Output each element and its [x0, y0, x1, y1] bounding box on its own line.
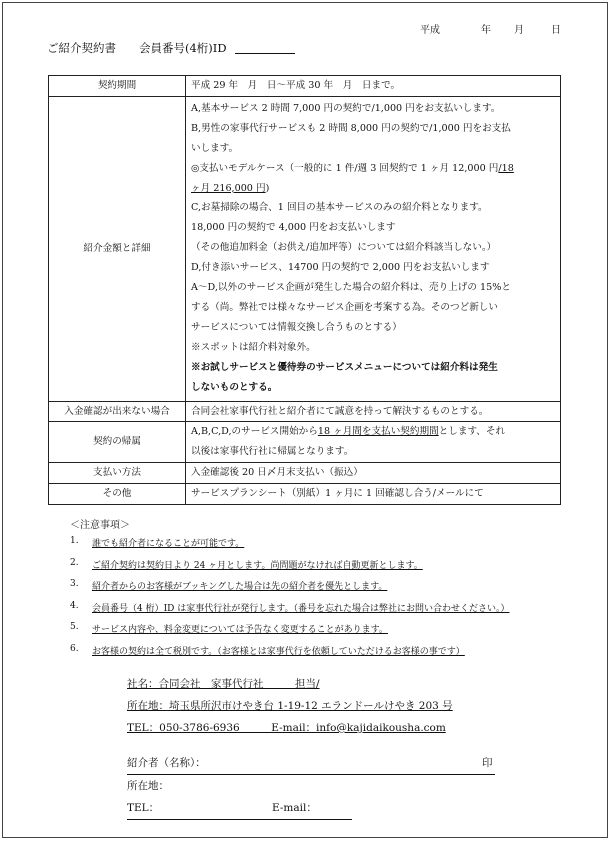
note-text: サービス内容や、料金変更については予告なく変更することがあります。	[92, 625, 388, 636]
note-text: 紹介者からのお客様がブッキングした場合は先の紹介者を優先とします。	[92, 582, 388, 593]
fee-line: B,男性の家事代行サービスも 2 時間 8,000 円の契約で/1,000 円をお支払	[191, 122, 511, 134]
fee-line: A,基本サービス 2 時間 7,000 円の契約で/1,000 円をお支払いします。	[191, 102, 501, 114]
note-number: 3.	[70, 579, 79, 590]
fee-line: しないものとする。	[191, 381, 278, 393]
fee-details	[186, 96, 561, 401]
table-row	[49, 484, 561, 505]
fee-line: D,付き添いサービス、14700 円の契約で 2,000 円をお支払いします	[191, 262, 490, 274]
fee-line-part: ◎支払いモデルケース（一般的に 1 件/週 3 回契約で 1 ヶ月 12,000 円	[191, 162, 499, 174]
contract-table	[48, 75, 561, 505]
payment-value: 入金確認後 20 日〆月末支払い（振込）	[186, 463, 561, 484]
date-year: 年	[481, 25, 491, 36]
unconfirmed-label: 入金確認が出来ない場合	[49, 401, 186, 422]
table-row	[49, 76, 561, 97]
table-row	[49, 422, 561, 463]
list-item	[70, 601, 510, 623]
fee-line-part: ヶ月 216,000 円	[191, 182, 266, 194]
fee-line	[191, 179, 555, 199]
list-item	[70, 644, 510, 666]
payment-label: 支払い方法	[49, 463, 186, 484]
notes-heading: ＜注意事項＞	[70, 520, 130, 531]
note-text: お客様の契約は全て税別です。（お客様とは家事代行を依頼していただけるお客様の事です）	[92, 646, 465, 657]
unconfirmed-value: 合同会社家事代行社と紹介者にて誠意を持って解決するものとする。	[186, 401, 561, 422]
fee-line-part: )	[265, 182, 270, 194]
note-text: ご紹介契約は契約日より 24 ヶ月とします。尚問題がなければ自動更新とします。	[92, 560, 423, 571]
doc-title: ご紹介契約書	[47, 41, 116, 55]
company-block	[127, 673, 453, 739]
introducer-name-label: 紹介者（名称）：	[127, 757, 206, 769]
member-id-field[interactable]	[235, 53, 295, 54]
ownership-part: A,B,C,D,のサービス開始から	[191, 426, 318, 438]
introducer-contact-field[interactable]	[127, 797, 497, 819]
notes-list	[70, 536, 510, 666]
note-number: 2.	[70, 557, 79, 568]
ownership-period: 18 ヶ月間を支払い契約期間	[317, 426, 439, 438]
introducer-address-field[interactable]	[127, 775, 497, 797]
table-row	[49, 463, 561, 484]
ownership-line	[191, 422, 555, 442]
fee-line: 18,000 円の契約で 4,000 円をお支払いします	[191, 222, 396, 234]
fee-line: A～D,以外のサービス企画が発生した場合の紹介料は、売り上げの 15%と	[191, 282, 511, 294]
company-name: 社名：合同会社 家事代行社 担当/	[127, 678, 320, 690]
fee-label: 紹介金額と詳細	[49, 96, 186, 401]
note-number: 5.	[70, 622, 79, 633]
fee-line: サービスについては情報交換し合うものとする）	[191, 321, 402, 333]
fee-line: ※スポットは紹介料対象外。	[191, 341, 316, 353]
date-era: 平成	[420, 25, 440, 36]
introducer-block	[127, 752, 497, 819]
note-text: 誰でも紹介者になることが可能です。	[92, 539, 245, 549]
fee-line: いします。	[191, 142, 239, 154]
seal-mark: 印	[482, 757, 493, 769]
introducer-email-field[interactable]	[272, 797, 352, 820]
period-value: 平成 29 年 月 日～平成 30 年 月 日まで。	[186, 76, 561, 97]
introducer-tel-label: TEL：	[127, 802, 160, 814]
note-number: 1.	[70, 536, 79, 546]
other-value: サービスプランシート（別紙）1 ヶ月に 1 回確認し合う/メールにて	[186, 484, 561, 505]
ownership-value	[186, 422, 561, 463]
doc-header	[47, 40, 295, 56]
fee-line: する（尚。弊社では様々なサービス企画を考案する為。そのつど新しい	[191, 301, 498, 313]
ownership-part: とします、それ	[438, 426, 506, 438]
other-label: その他	[49, 484, 186, 505]
company-contact: TEL：050-3786-6936 E-mail：info@kajidaikousha.com	[127, 722, 446, 734]
date-day: 日	[551, 25, 561, 36]
introducer-name-field[interactable]	[127, 752, 495, 775]
company-address: 所在地：埼玉県所沢市けやき台 1-19-12 エランドールけやき 203 号	[127, 700, 453, 712]
note-text: 会員番号（4 桁）ID は家事代行社が発行します。（番号を忘れた場合は弊社にお問い合わせください。）	[92, 603, 510, 614]
period-label: 契約期間	[49, 76, 186, 97]
introducer-address-label: 所在地：	[127, 780, 169, 792]
list-item	[70, 536, 510, 558]
ownership-label: 契約の帰属	[49, 422, 186, 463]
fee-line: ※お試しサービスと優待券のサービスメニューについては紹介料は発生	[191, 361, 498, 373]
note-number: 4.	[70, 600, 79, 611]
ownership-line: 以後は家事代行社に帰属となります。	[191, 446, 354, 458]
table-row	[49, 401, 561, 422]
fee-line-part: /18	[498, 162, 514, 174]
member-id-label: 会員番号(4桁)ID	[139, 41, 227, 55]
list-item	[70, 622, 510, 644]
fee-line: （その他追加料金（お供え/追加坪等）については紹介料該当しない。）	[191, 242, 497, 254]
note-number: 6.	[70, 643, 79, 654]
introducer-email-label: E-mail：	[272, 802, 317, 814]
fee-line: C,お墓掃除の場合、1 回目の基本サービスのみの紹介料となります。	[191, 202, 488, 214]
fee-line	[191, 159, 555, 179]
list-item	[70, 579, 510, 601]
introducer-tel-field[interactable]	[127, 797, 272, 820]
list-item	[70, 558, 510, 580]
table-row	[49, 96, 561, 401]
date-month: 月	[514, 25, 524, 36]
